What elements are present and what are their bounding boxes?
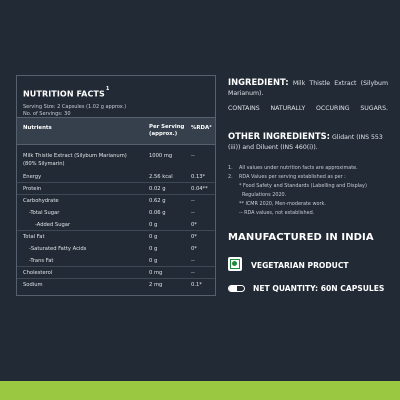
table-row [17,256,215,267]
table-row [17,220,215,231]
row-rda: 0* [191,246,197,252]
row-value: 0.06 g [149,210,166,216]
capsule-icon [228,285,245,292]
table-row [17,172,215,183]
row-value: 0 g [149,246,158,252]
table-row [17,208,215,218]
row-value: 2 mg [149,282,163,288]
table-row [17,232,215,242]
row-rda: 0.1* [191,282,202,288]
col-per-serving-line1: Per Serving [149,124,185,130]
row-value: 0 g [149,222,158,228]
vegetarian-label: VEGETARIAN PRODUCT [251,261,349,270]
nutrition-header [17,76,215,118]
capsule-icon-half [229,286,237,292]
row-name: Cholesterol [23,270,53,276]
row-value: 0.02 g [149,186,166,192]
col-per-serving-line2: (approx.) [149,131,178,137]
manufactured-in-india: MANUFACTURED IN INDIA [228,232,374,243]
vegetarian-icon [228,257,242,271]
row-value: 2.56 kcal [149,174,173,180]
row-rda: 0* [191,222,197,228]
row-value: 0 g [149,258,158,264]
row-name: -Saturated Fatty Acids [29,246,87,252]
ingredient-block [228,77,388,114]
servings-count: No. of Servings: 30 [23,111,71,117]
other-ingredients-text: Glidant (INS 553 (iii)) and Diluent (INS 460(i)). [228,134,383,151]
col-nutrients: Nutrients [23,125,52,131]
net-quantity: NET QUANTITY: 60N CAPSULES [253,284,385,293]
table-row [17,151,215,171]
row-name: -Added Sugar [35,222,71,228]
other-ingredients-heading: OTHER INGREDIENTS: [228,131,330,141]
accent-band [0,381,400,400]
footnote-text: ** ICMR 2020, Men-moderate work. [239,201,326,207]
row-name-sub: (80% Silymarin) [23,161,65,167]
table-row [17,196,215,206]
row-rda: -- [191,153,195,159]
row-name: Energy [23,174,42,180]
row-value: 0 mg [149,270,163,276]
row-name: Carbohydrate [23,198,59,204]
nutrition-title [23,86,110,99]
other-ingredients-block [228,131,388,153]
serving-size: Serving Size: 2 Capsules (1.02 g approx.) [23,104,127,110]
ingredient-heading: INGREDIENT: [228,77,289,87]
nutrition-title-ref: 1 [105,86,110,93]
row-name: Protein [23,186,42,192]
row-name: Milk Thistle Extract (Silybum Marianum) [23,153,127,159]
row-rda: 0.13* [191,174,206,180]
row-rda: 0.04** [191,186,208,192]
table-row [17,244,215,254]
row-name: -Trans Fat [29,258,54,264]
row-rda: -- [191,270,195,276]
footnote-number: 1. [228,165,233,171]
footnote-text: * Food Safety and Standards (Labelling and Display) [239,183,367,189]
row-value: 1000 mg [149,153,173,159]
table-row [17,184,215,195]
nutrition-title-text: NUTRITION FACTS [23,90,105,99]
table-row [17,268,215,279]
row-value: 0 g [149,234,158,240]
vegetarian-icon-dot [232,261,237,266]
row-rda: -- [191,258,195,264]
row-name: Total Fat [23,234,45,240]
contains-sugars-note: CONTAINS NATURALLY OCCURING SUGARS. [228,105,388,112]
row-value: 0.62 g [149,198,166,204]
footnote-number: 2. [228,174,233,180]
row-name: -Total Sugar [29,210,60,216]
ingredient-text: Milk Thistle Extract (Silybum Marianum). [228,80,388,97]
footnote-text: RDA Values per serving established as per : [239,174,346,180]
footnote-text: Regulations 2020. [242,192,287,198]
row-rda: -- [191,198,195,204]
footnote-text: All values under nutrition facts are approximate. [239,165,358,171]
row-name: Sodium [23,282,43,288]
row-rda: -- [191,210,195,216]
row-rda: 0* [191,234,197,240]
table-row [17,280,215,290]
col-rda: %RDA² [191,125,212,131]
nutrition-column-headers [17,118,215,145]
nutrition-facts-table [16,75,216,296]
footnote-text: -- RDA values, not established. [239,210,315,216]
col-per-serving [149,124,184,138]
